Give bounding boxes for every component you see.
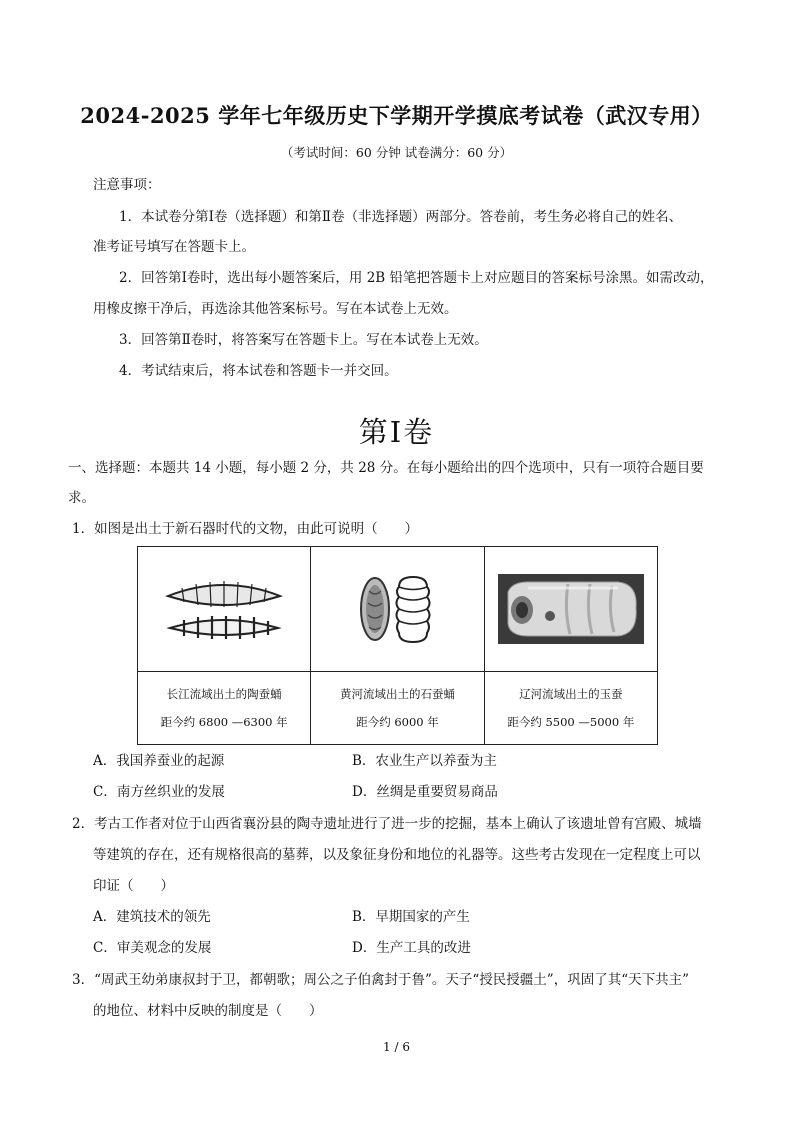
notice-item-2-line-2: 用橡皮擦干净后，再选涂其他答案标号。写在本试卷上无效。 — [93, 301, 458, 317]
relic-name: 长江流域出土的陶蚕蛹 — [166, 687, 282, 701]
relic-date: 距今约 6000 年 — [356, 715, 439, 729]
notice-item-3: 3．回答第Ⅱ卷时，将答案写在答题卡上。写在本试卷上无效。 — [119, 332, 488, 348]
jade-silkworm-image — [498, 574, 644, 644]
relic-date: 距今约 5500 —5000 年 — [507, 715, 635, 729]
section-instruction-line-1: 一、选择题：本题共 14 小题，每小题 2 分，共 28 分。在每小题给出的四个选项中，只有一项符合题目要 — [68, 460, 704, 476]
notice-item-4: 4．考试结束后，将本试卷和答题卡一并交回。 — [119, 363, 398, 379]
notice-heading: 注意事项： — [93, 177, 161, 193]
exam-info: （考试时间：60 分钟 试卷满分：60 分） — [280, 145, 513, 160]
question-2-option-d[interactable]: D．生产工具的改进 — [352, 940, 471, 956]
relic-caption — [311, 672, 484, 745]
relic-caption — [484, 672, 657, 745]
notice-item-2-line-1: 2．回答第Ⅰ卷时，选出每小题答案后，用 2B 铅笔把答题卡上对应题目的答案标号涂黑。如需改动， — [119, 270, 714, 286]
page-title: 2024-2025 学年七年级历史下学期开学摸底考试卷（武汉专用） — [80, 103, 713, 128]
stone-silkworm-chrysalis-image — [347, 573, 447, 645]
relic-date: 距今约 6800 —6300 年 — [160, 715, 288, 729]
relic-caption — [138, 672, 311, 745]
notice-item-1-line-1: 1．本试卷分第Ⅰ卷（选择题）和第Ⅱ卷（非选择题）两部分。答卷前，考生务必将自己的姓名、 — [119, 209, 683, 225]
relic-image-cell — [311, 547, 484, 672]
relics-table — [137, 546, 658, 745]
question-1-stem: 1．如图是出土于新石器时代的文物，由此可说明（ ） — [72, 521, 419, 537]
question-1-option-a[interactable]: A．我国养蚕业的起源 — [93, 753, 225, 769]
question-2-option-b[interactable]: B．早期国家的产生 — [352, 909, 470, 925]
section-instruction-line-2: 求。 — [68, 490, 95, 506]
volume-title: 第Ⅰ卷 — [358, 415, 435, 449]
question-2-stem-line-2: 等建筑的存在，还有规格很高的墓葬，以及象征身份和地位的礼器等。这些考古发现在一定程度上可以 — [93, 847, 701, 863]
question-1-option-d[interactable]: D．丝绸是重要贸易商品 — [352, 784, 498, 800]
question-1-option-b[interactable]: B．农业生产以养蚕为主 — [352, 753, 497, 769]
relic-name: 辽河流域出土的玉蚕 — [519, 687, 623, 701]
question-2-stem-line-1: 2．考古工作者对位于山西省襄汾县的陶寺遗址进行了进一步的挖掘，基本上确认了该遗址曾有宫殿、城墙 — [72, 816, 702, 832]
relic-name: 黄河流域出土的石蚕蛹 — [339, 687, 455, 701]
question-2-stem-line-3: 印证（ ） — [93, 878, 174, 894]
question-3-stem-line-2: 的地位、材料中反映的制度是（ ） — [93, 1003, 323, 1019]
question-3-stem-line-1: 3．“周武王幼弟康叔封于卫，都朝歌；周公之子伯禽封于鲁”。天子“授民授疆土”，巩固了其“天下共主” — [72, 972, 689, 988]
question-2-option-a[interactable]: A．建筑技术的领先 — [93, 909, 211, 925]
page-number: 1 / 6 — [383, 1040, 410, 1054]
notice-item-1-line-2: 准考证号填写在答题卡上。 — [93, 239, 255, 255]
pottery-silkworm-chrysalis-image — [164, 574, 284, 644]
relic-image-cell — [484, 547, 657, 672]
question-1-option-c[interactable]: C．南方丝织业的发展 — [93, 784, 225, 800]
question-2-option-c[interactable]: C．审美观念的发展 — [93, 940, 212, 956]
relic-image-cell — [138, 547, 311, 672]
